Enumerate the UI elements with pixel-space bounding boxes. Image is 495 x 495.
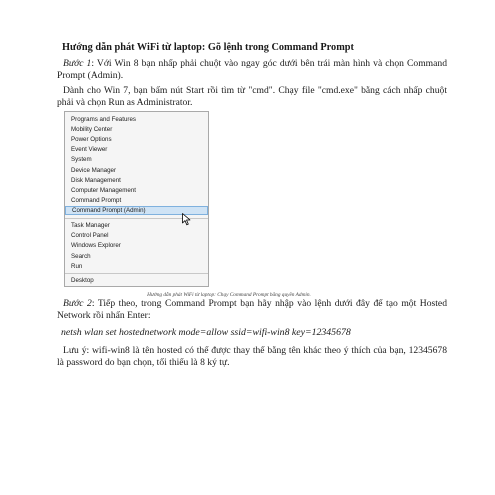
step2-text: : Tiếp theo, trong Command Prompt bạn hãy nhập vào lệnh dưới đây để tạo một Hosted Network rồi nhấn Enter: (57, 298, 447, 322)
document-title: Hướng dẫn phát WiFi từ laptop: Gõ lệnh trong Command Prompt (62, 42, 354, 53)
menu-item-task-manager[interactable]: Task Manager (71, 222, 110, 229)
win7-paragraph: Dành cho Win 7, bạn bấm nút Start rồi tìm từ "cmd". Chạy file "cmd.exe" bằng cách nhấp chuột phải và chọn Run as Administrator. (57, 85, 447, 109)
menu-item-event-viewer[interactable]: Event Viewer (71, 146, 108, 153)
step1-label: Bước 1 (63, 58, 92, 69)
menu-item-run[interactable]: Run (71, 263, 83, 270)
menu-item-command-prompt[interactable]: Command Prompt (71, 197, 122, 204)
menu-item-disk-management[interactable]: Disk Management (71, 177, 121, 184)
context-menu (64, 111, 209, 287)
menu-item-system[interactable]: System (71, 156, 92, 163)
menu-item-computer-management[interactable]: Computer Management (71, 187, 137, 194)
note-paragraph: Lưu ý: wifi-win8 là tên hosted có thể được thay thế bằng tên khác theo ý thích của bạn, 12345678 là password do bạn chọn, tối thiểu là 8 ký tự. (57, 345, 447, 369)
step2-paragraph (57, 298, 447, 322)
menu-separator (65, 273, 208, 274)
menu-item-search[interactable]: Search (71, 253, 91, 260)
menu-item-windows-explorer[interactable]: Windows Explorer (71, 242, 121, 249)
menu-item-control-panel[interactable]: Control Panel (71, 232, 109, 239)
step2-label: Bước 2 (63, 298, 92, 309)
menu-item-mobility-center[interactable]: Mobility Center (71, 126, 113, 133)
menu-item-programs-features[interactable]: Programs and Features (71, 116, 136, 123)
menu-item-command-prompt-admin[interactable]: Command Prompt (Admin) (65, 206, 208, 215)
mouse-cursor-icon (182, 213, 191, 226)
command-line: netsh wlan set hostednetwork mode=allow ssid=wifi-win8 key=12345678 (61, 327, 351, 338)
menu-item-device-manager[interactable]: Device Manager (71, 167, 117, 174)
menu-item-power-options[interactable]: Power Options (71, 136, 112, 143)
figure-caption: Hướng dẫn phát WiFi từ laptop: Chạy Command Prompt bằng quyền Admin. (147, 292, 311, 298)
step1-paragraph (57, 58, 447, 82)
step1-text: : Với Win 8 bạn nhấp phải chuột vào ngay góc dưới bên trái màn hình và chọn Command Prompt (Admin). (57, 58, 447, 82)
menu-item-desktop[interactable]: Desktop (71, 277, 94, 284)
